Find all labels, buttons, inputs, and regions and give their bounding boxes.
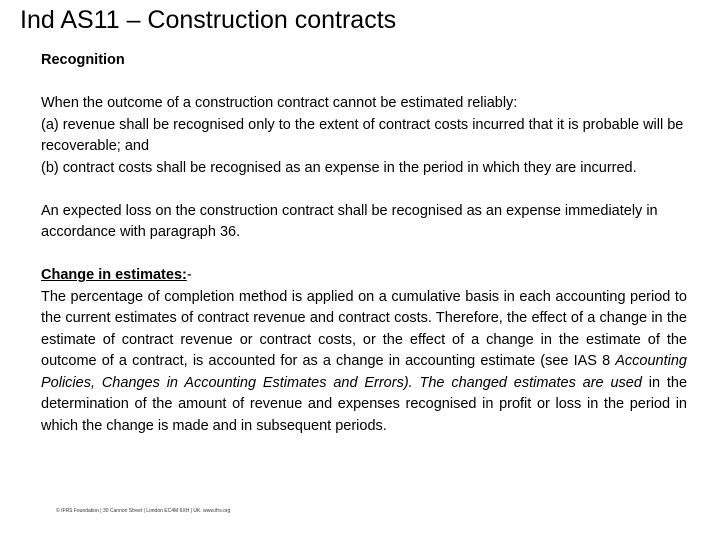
- recognition-line-2: (a) revenue shall be recognised only to the extent of contract costs incurred that it is probable will be recoverable; and: [41, 116, 684, 154]
- change-in-estimates-heading-line: [41, 265, 687, 287]
- change-body-italic: Accounting Policies, Changes in Accounting Estimates and Errors). The changed estimates are used: [41, 353, 687, 391]
- slide-title: Ind AS11 – Construction contracts: [20, 6, 397, 34]
- change-body-start: The percentage of completion method is applied on a cumulative basis in each accounting period to the current estimates of contract revenue and contract costs. Therefore, the effect of a change in the estimate of contract revenue or contract costs, or the effect of a change in the estimate of the outcome of a contract, is accounted for as a change in accounting estimate (see IAS 8: [41, 288, 687, 369]
- footer-copyright: © IFRS Foundation | 30 Cannon Street | London EC4M 6XH | UK. www.ifrs.org: [56, 508, 231, 514]
- expected-loss-paragraph: An expected loss on the construction contract shall be recognised as an expense immediately in accordance with paragraph 36.: [41, 202, 658, 240]
- recognition-line-1: When the outcome of a construction contract cannot be estimated reliably:: [41, 95, 518, 111]
- change-body-end: in the determination of the amount of revenue and expenses recognised in profit or loss in the period in which the change is made and in subsequent periods.: [41, 374, 688, 434]
- heading-dash: -: [186, 267, 192, 283]
- recognition-heading: Recognition: [41, 52, 125, 68]
- recognition-line-3: (b) contract costs shall be recognised as an expense in the period in which they are incurred.: [41, 159, 637, 176]
- change-in-estimates-paragraph: [41, 287, 687, 438]
- change-in-estimates-heading: Change in estimates:: [41, 267, 187, 283]
- spacer: [41, 244, 687, 266]
- spacer: [41, 179, 687, 201]
- slide-content: [41, 50, 687, 437]
